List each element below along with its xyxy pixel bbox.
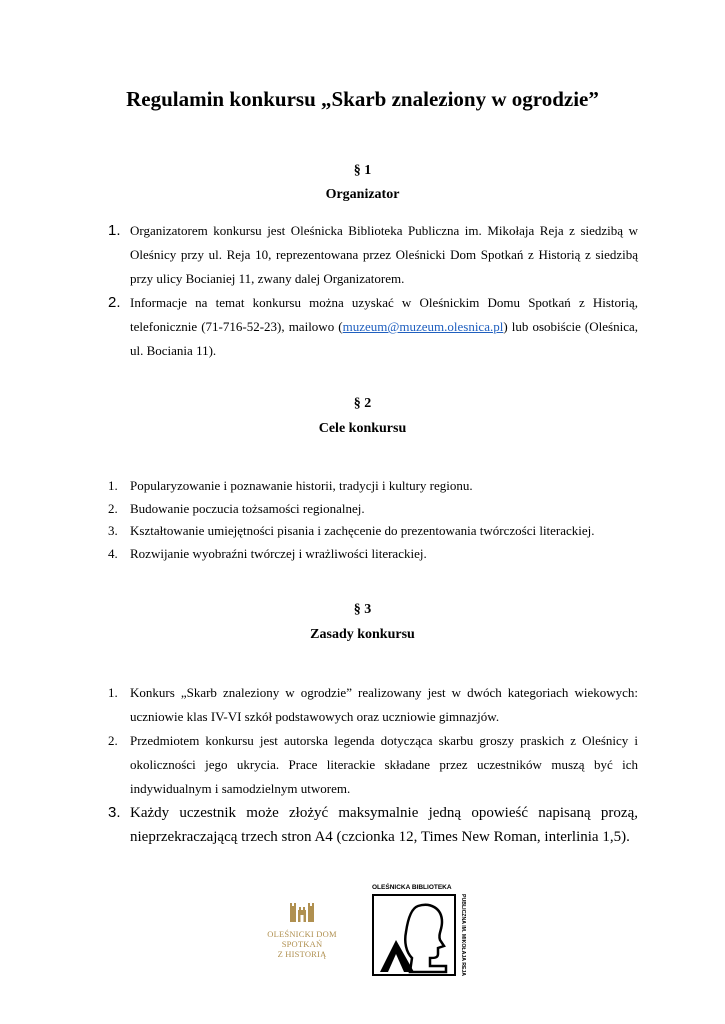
email-link[interactable]: muzeum@muzeum.olesnica.pl <box>342 319 504 334</box>
dom-spotkan-logo <box>262 900 342 960</box>
biblioteka-logo <box>372 884 484 976</box>
section-3-list <box>108 681 638 849</box>
list-item <box>108 543 638 566</box>
list-item <box>108 498 638 521</box>
list-item <box>108 681 638 729</box>
list-item-text: Konkurs „Skarb znaleziony w ogrodzie” realizowany jest w dwóch kategoriach wiekowych: uczniowie klas IV-VI szkół podstawowych oraz uczniowie gimnazjów. <box>130 685 638 724</box>
list-item-number: 2. <box>108 733 118 748</box>
list-item-text: Informacje na temat konkursu można uzyskać w Oleśnickim Domu Spotkań z Historią, telefonicznie (71-716-52-23), mailowo ( <box>130 295 638 334</box>
list-item <box>108 475 638 498</box>
list-item <box>108 291 638 363</box>
list-item-number: 3. <box>108 523 118 538</box>
biblioteka-name-top: OLEŚNICKA BIBLIOTEKA <box>372 884 452 891</box>
biblioteka-name-side: PUBLICZNA IM. MIKOŁAJA REJA <box>460 894 466 976</box>
list-item <box>108 520 638 543</box>
section-3-title: Zasady konkursu <box>310 627 415 642</box>
list-item-text: Przedmiotem konkursu jest autorska legenda dotycząca skarbu groszy praskich z Oleśnicy i okoliczności jego ukrycia. Prace literackie składane przez uczestników muszą być ich indywidualnym i samodzielnym utworem. <box>130 733 638 796</box>
list-item-text: Budowanie poczucia tożsamości regionalnej. <box>130 500 365 516</box>
list-item-text: Organizatorem konkursu jest Oleśnicka Biblioteka Publiczna im. Mikołaja Reja z siedzibą w Oleśnicy przy ul. Reja 10, reprezentowana przez Oleśnicki Dom Spotkań z Historią z siedzibą przy ulicy Bocianiej 11, zwany dalej Organizatorem. <box>130 223 638 286</box>
section-3-number: § 3 <box>353 602 372 617</box>
section-2-number: § 2 <box>353 396 372 411</box>
castle-icon <box>288 900 316 924</box>
list-item <box>108 801 638 849</box>
list-item <box>108 729 638 801</box>
section-1-title: Organizator <box>325 187 400 202</box>
section-2-list <box>108 475 638 565</box>
list-item-number: 2. <box>108 500 118 516</box>
list-item-number: 1. <box>108 222 121 239</box>
dom-spotkan-name-line1: OLEŚNICKI DOM SPOTKAŃ <box>267 929 337 949</box>
list-item-number: 1. <box>108 478 118 493</box>
list-item-number: 2. <box>108 294 121 311</box>
list-item-text: Rozwijanie wyobraźni twórczej i wrażliwości literackiej. <box>130 545 427 561</box>
list-item-number: 1. <box>108 685 118 700</box>
section-1-number: § 1 <box>353 163 372 178</box>
section-2-title: Cele konkursu <box>318 421 407 436</box>
list-item-text: Kształtowanie umiejętności pisania i zachęcenie do prezentowania twórczości literackiej. <box>130 523 595 538</box>
reader-silhouette-icon <box>374 896 454 974</box>
list-item-number: 3. <box>108 804 121 821</box>
dom-spotkan-name-line2: Z HISTORIĄ <box>277 949 327 959</box>
biblioteka-emblem <box>372 894 456 976</box>
document-title: Regulamin konkursu „Skarb znaleziony w ogrodzie” <box>126 87 599 111</box>
list-item-number: 4. <box>108 545 118 561</box>
list-item-text: Każdy uczestnik może złożyć maksymalnie jedną opowieść napisaną prozą, nieprzekraczającą trzech stron A4 (czcionka 12, Times New Roman, interlinia 1,5). <box>130 805 638 845</box>
list-item-text: Popularyzowanie i poznawanie historii, tradycji i kultury regionu. <box>130 478 473 493</box>
list-item-text: ) lub osobiście (Oleśnica, ul. Bociania 11). <box>130 319 638 358</box>
list-item <box>108 219 638 291</box>
section-1-list <box>108 219 638 363</box>
